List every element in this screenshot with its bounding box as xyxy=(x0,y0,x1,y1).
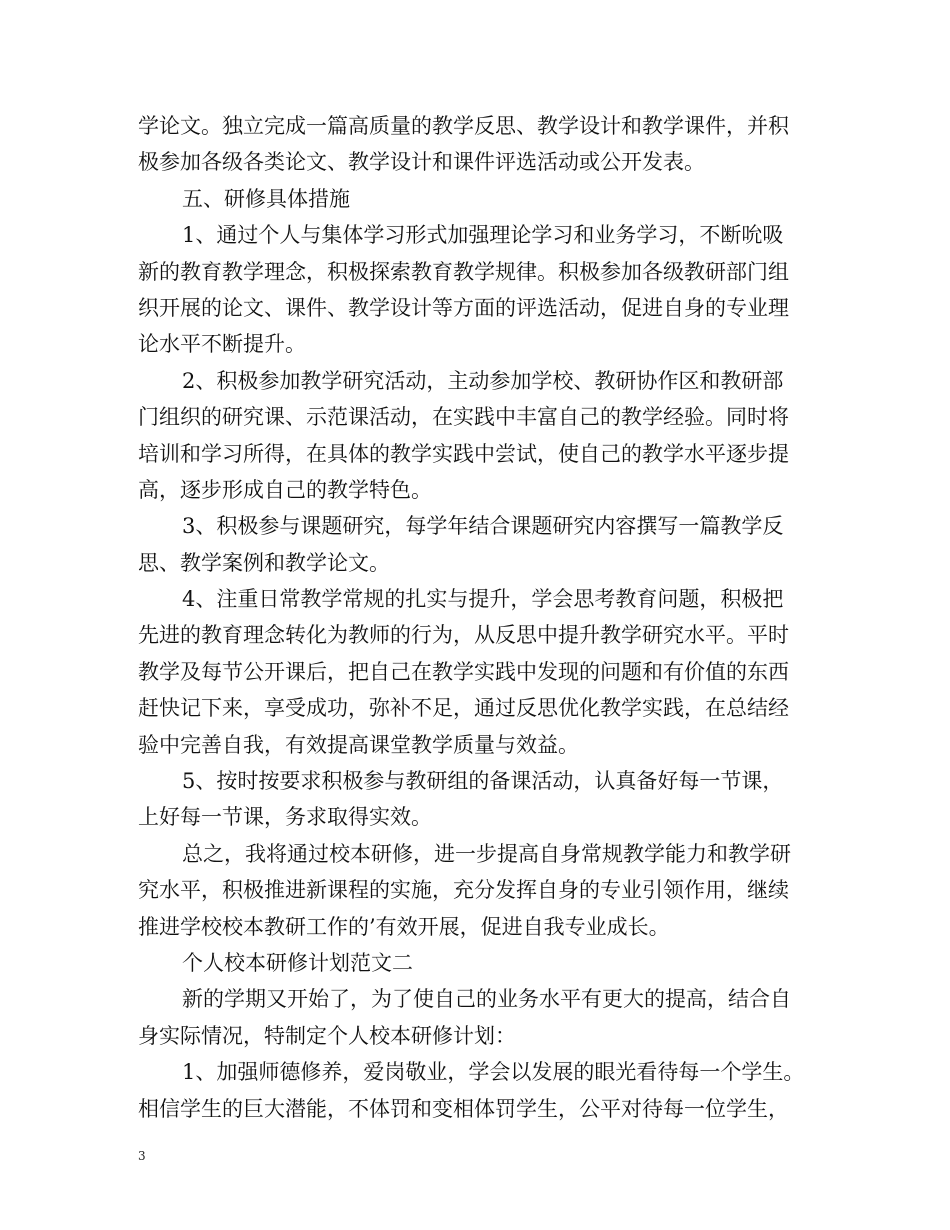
text-line: 新的教育教学理念，积极探索教育教学规律。积极参加各级教研部门组 xyxy=(138,259,789,284)
text-line: 高，逐步形成自己的教学特色。 xyxy=(138,477,432,502)
text-line: 论水平不断提升。 xyxy=(138,332,306,357)
text-line: 教学及每节公开课后，把自己在教学实践中发现的问题和有价值的东西 xyxy=(138,659,789,684)
text-line: 赶快记下来，享受成功，弥补不足，通过反思优化教学实践，在总结经 xyxy=(138,696,789,721)
page-number: 3 xyxy=(138,1149,146,1163)
text-line: 思、教学案例和教学论文。 xyxy=(138,550,390,575)
text-line: 培训和学习所得，在具体的教学实践中尝试，使自己的教学水平逐步提 xyxy=(138,441,789,466)
text-line: 总之，我将通过校本研修，进一步提高自身常规教学能力和教学研 xyxy=(182,841,791,866)
text-line: 先进的教育理念转化为教师的行为，从反思中提升教学研究水平。平时 xyxy=(138,623,789,648)
text-line: 2、积极参加教学研究活动，主动参加学校、教研协作区和教研部 xyxy=(182,368,784,393)
section-heading: 五、研修具体措施 xyxy=(182,186,350,211)
section-heading: 个人校本研修计划范文二 xyxy=(182,950,413,975)
text-line: 相信学生的巨大潜能，不体罚和变相体罚学生，公平对待每一位学生， xyxy=(138,1096,789,1121)
text-line: 4、注重日常教学常规的扎实与提升，学会思考教育问题，积极把 xyxy=(182,587,784,612)
text-line: 究水平，积极推进新课程的实施，充分发挥自身的专业引领作用，继续 xyxy=(138,878,789,903)
document-body xyxy=(138,108,828,1127)
text-line: 新的学期又开始了，为了使自己的业务水平有更大的提高，结合自 xyxy=(182,987,791,1012)
text-line: 身实际情况，特制定个人校本研修计划： xyxy=(138,1023,516,1048)
text-line: 上好每一节课，务求取得实效。 xyxy=(138,805,432,830)
text-line: 学论文。独立完成一篇高质量的教学反思、教学设计和教学课件，并积 xyxy=(138,114,789,138)
text-line: 门组织的研究课、示范课活动，在实践中丰富自己的教学经验。同时将 xyxy=(138,405,789,430)
text-line: 推进学校校本教研工作的’有效开展，促进自我专业成长。 xyxy=(138,914,670,939)
text-line: 3、积极参与课题研究，每学年结合课题研究内容撰写一篇教学反 xyxy=(182,514,784,539)
text-line: 极参加各级各类论文、教学设计和课件评选活动或公开发表。 xyxy=(138,150,705,175)
text-line: 5、按时按要求积极参与教研组的备课活动，认真备好每一节课， xyxy=(182,769,784,794)
text-line: 1、通过个人与集体学习形式加强理论学习和业务学习，不断吮吸 xyxy=(182,223,784,248)
text-line: 1、加强师德修养，爱岗敬业，学会以发展的眼光看待每一个学生。 xyxy=(182,1060,805,1085)
text-line: 验中完善自我，有效提高课堂教学质量与效益。 xyxy=(138,732,579,757)
text-line: 织开展的论文、课件、教学设计等方面的评选活动，促进自身的专业理 xyxy=(138,295,789,320)
